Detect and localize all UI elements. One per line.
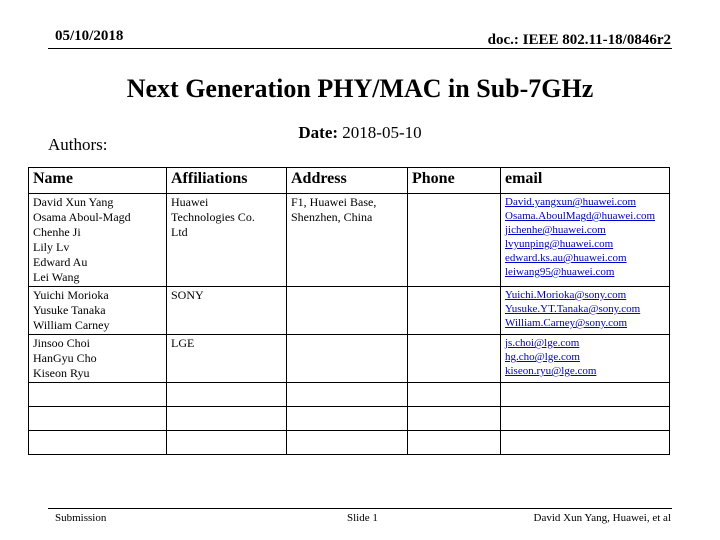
- empty-cell: [501, 383, 670, 407]
- affiliation-line: Huawei: [171, 195, 209, 209]
- phone-cell: [408, 287, 501, 335]
- email-link[interactable]: leiwang95@huawei.com: [505, 266, 615, 278]
- empty-cell: [408, 407, 501, 431]
- empty-cell: [29, 383, 167, 407]
- address-line: F1, Huawei Base,: [291, 195, 377, 209]
- author-name: Yuichi Morioka: [33, 288, 109, 302]
- email-link[interactable]: edward.ks.au@huawei.com: [505, 252, 627, 264]
- empty-cell: [501, 431, 670, 455]
- address-cell: [287, 194, 408, 287]
- email-cell: [501, 194, 670, 287]
- empty-cell: [287, 407, 408, 431]
- email-cell: [501, 287, 670, 335]
- author-name: HanGyu Cho: [33, 351, 97, 365]
- affiliation-line: Technologies Co.: [171, 210, 255, 224]
- author-name: Osama Aboul-Magd: [33, 210, 131, 224]
- authors-table: [28, 167, 670, 455]
- email-link[interactable]: Yusuke.YT.Tanaka@sony.com: [505, 303, 641, 315]
- affiliation-cell: [167, 287, 287, 335]
- name-cell: [29, 287, 167, 335]
- table-row: [29, 335, 670, 383]
- author-name: Edward Au: [33, 255, 88, 269]
- author-name: Chenhe Ji: [33, 225, 81, 239]
- footer-submission: Submission: [55, 512, 107, 524]
- address-cell: [287, 287, 408, 335]
- name-cell: [29, 194, 167, 287]
- email-link[interactable]: lvyunping@huawei.com: [505, 238, 614, 250]
- email-link[interactable]: William.Carney@sony.com: [505, 317, 628, 329]
- email-link[interactable]: Osama.AboulMagd@huawei.com: [505, 210, 656, 222]
- phone-cell: [408, 335, 501, 383]
- empty-row: [29, 407, 670, 431]
- empty-cell: [501, 407, 670, 431]
- table-row: [29, 287, 670, 335]
- email-cell: [501, 335, 670, 383]
- date-label: Date:: [298, 123, 339, 142]
- author-name: Lei Wang: [33, 270, 80, 284]
- empty-cell: [408, 383, 501, 407]
- affiliation-cell: [167, 335, 287, 383]
- slide-title: Next Generation PHY/MAC in Sub-7GHz: [126, 74, 594, 103]
- table-header-row: [29, 168, 670, 194]
- email-link[interactable]: kiseon.ryu@lge.com: [505, 365, 597, 377]
- author-name: Kiseon Ryu: [33, 366, 90, 380]
- authors-label: Authors:: [48, 135, 108, 154]
- empty-cell: [287, 383, 408, 407]
- empty-row: [29, 383, 670, 407]
- table-row: [29, 194, 670, 287]
- address-line: Shenzhen, China: [291, 210, 373, 224]
- col-header-phone: Phone: [408, 168, 501, 194]
- affiliation-line: SONY: [171, 288, 204, 302]
- author-name: William Carney: [33, 318, 110, 332]
- email-link[interactable]: David.yangxun@huawei.com: [505, 196, 637, 208]
- empty-cell: [167, 431, 287, 455]
- affiliation-cell: [167, 194, 287, 287]
- col-header-address: Address: [287, 168, 408, 194]
- phone-cell: [408, 194, 501, 287]
- author-name: David Xun Yang: [33, 195, 114, 209]
- name-cell: [29, 335, 167, 383]
- empty-row: [29, 431, 670, 455]
- empty-cell: [29, 407, 167, 431]
- empty-cell: [167, 407, 287, 431]
- empty-cell: [408, 431, 501, 455]
- affiliation-line: Ltd: [171, 225, 188, 239]
- affiliation-line: LGE: [171, 336, 195, 350]
- header-date: 05/10/2018: [55, 28, 124, 44]
- empty-cell: [287, 431, 408, 455]
- author-name: Lily Lv: [33, 240, 70, 254]
- empty-cell: [29, 431, 167, 455]
- footer-divider: [48, 508, 672, 509]
- email-link[interactable]: hg.cho@lge.com: [505, 351, 580, 363]
- address-cell: [287, 335, 408, 383]
- col-header-affiliations: Affiliations: [167, 168, 287, 194]
- header-divider: [48, 48, 672, 49]
- date-line: [0, 123, 720, 143]
- col-header-email: email: [501, 168, 670, 194]
- author-name: Jinsoo Choi: [33, 336, 91, 350]
- empty-cell: [167, 383, 287, 407]
- email-link[interactable]: jichenhe@huawei.com: [505, 224, 606, 236]
- email-link[interactable]: js.choi@lge.com: [505, 337, 580, 349]
- header-doc-id: doc.: IEEE 802.11-18/0846r2: [487, 32, 671, 48]
- col-header-name: Name: [29, 168, 167, 194]
- author-name: Yusuke Tanaka: [33, 303, 106, 317]
- footer-author: David Xun Yang, Huawei, et al: [533, 512, 671, 524]
- date-value: 2018-05-10: [342, 123, 422, 142]
- footer-slide-number: Slide 1: [347, 512, 378, 524]
- email-link[interactable]: Yuichi.Morioka@sony.com: [505, 289, 627, 301]
